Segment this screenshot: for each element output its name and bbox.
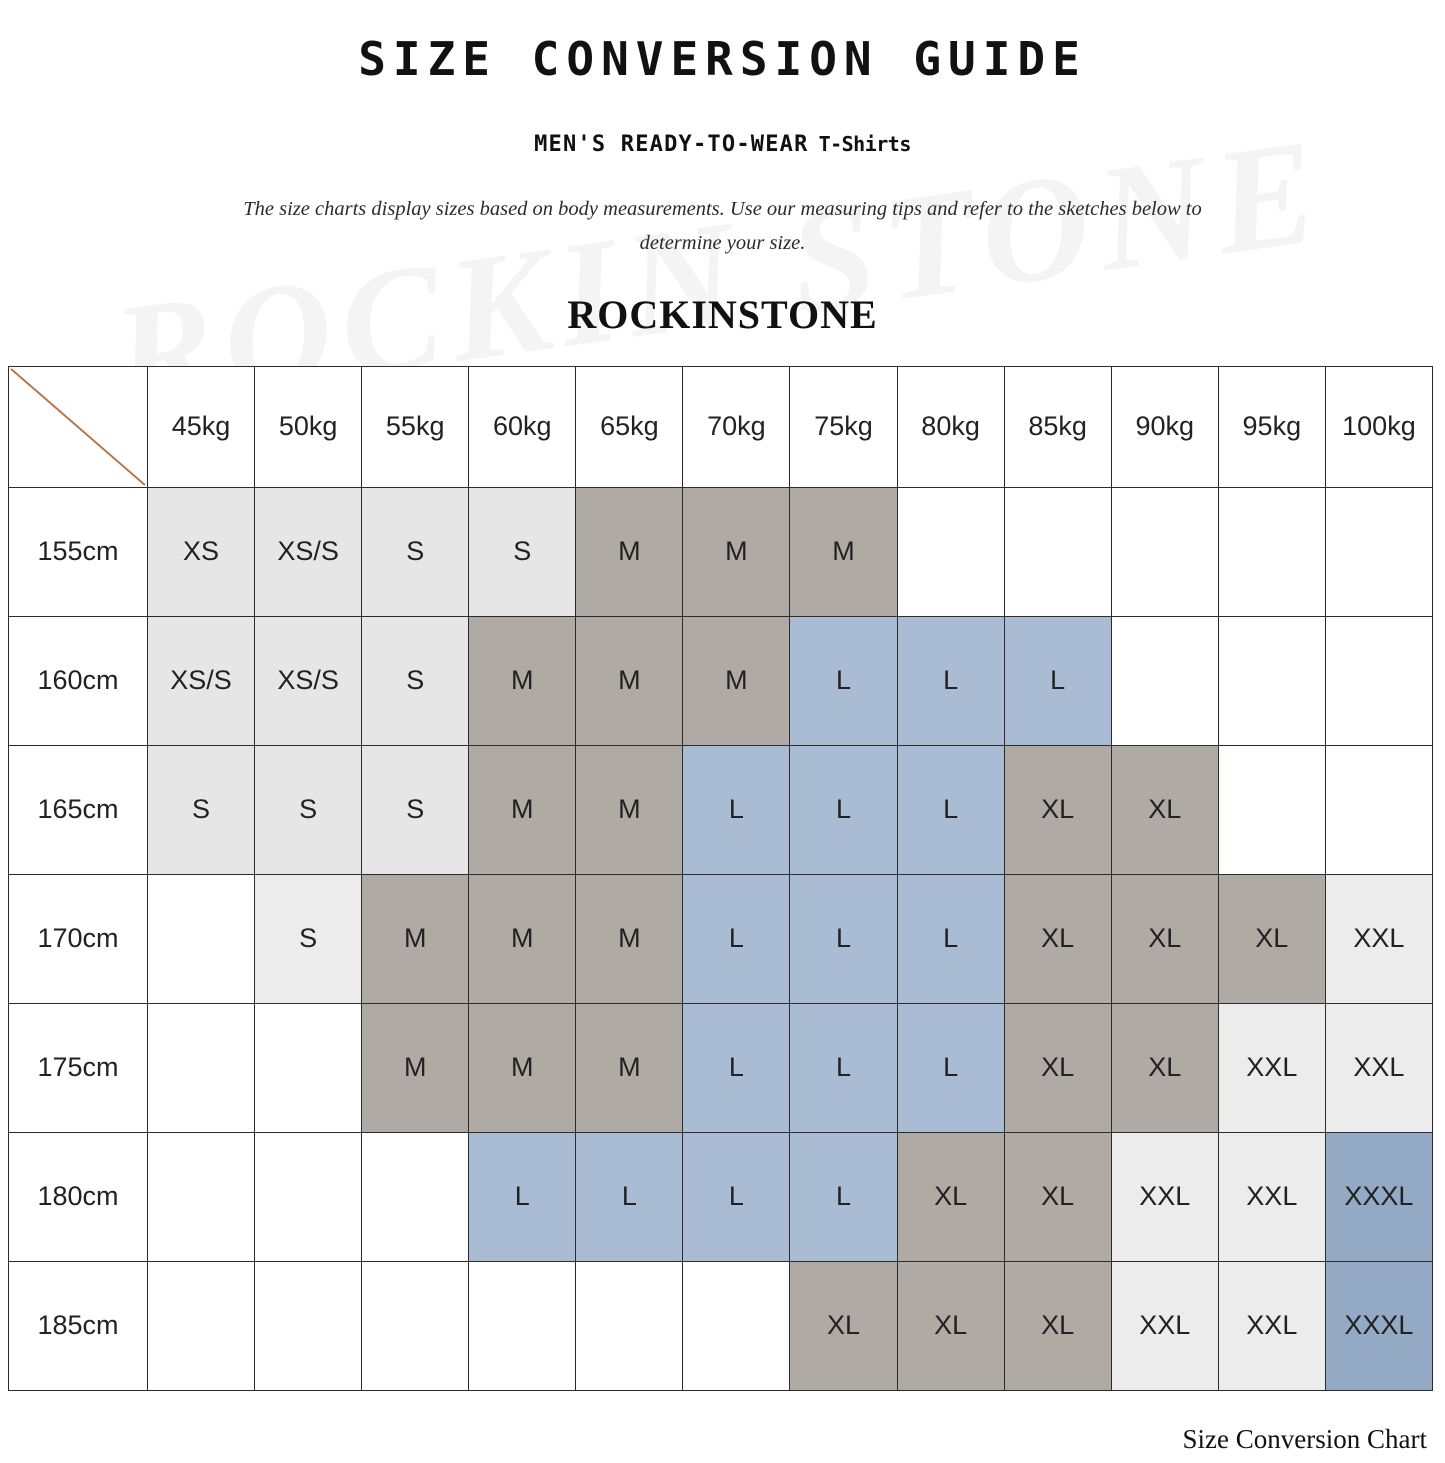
size-cell-155cm-50kg: XS/S bbox=[255, 487, 362, 616]
size-cell-170cm-95kg: XL bbox=[1218, 874, 1325, 1003]
column-header-85kg: 85kg bbox=[1004, 366, 1111, 487]
document-content bbox=[0, 18, 1445, 1391]
size-cell-160cm-85kg: L bbox=[1004, 616, 1111, 745]
size-cell-165cm-80kg: L bbox=[897, 745, 1004, 874]
size-cell-155cm-55kg: S bbox=[362, 487, 469, 616]
brand-name: ROCKINSTONE bbox=[567, 291, 878, 337]
footer-caption: Size Conversion Chart bbox=[1182, 1424, 1427, 1454]
size-cell-185cm-75kg: XL bbox=[790, 1261, 897, 1390]
size-cell-175cm-75kg: L bbox=[790, 1003, 897, 1132]
subtitle-primary: MEN'S READY-TO-WEAR bbox=[534, 132, 809, 157]
size-cell-185cm-85kg: XL bbox=[1004, 1261, 1111, 1390]
size-cell-165cm-60kg: M bbox=[469, 745, 576, 874]
page-title: SIZE CONVERSION GUIDE bbox=[358, 32, 1087, 86]
size-cell-160cm-60kg: M bbox=[469, 616, 576, 745]
size-cell-180cm-70kg: L bbox=[683, 1132, 790, 1261]
size-cell-160cm-95kg bbox=[1218, 616, 1325, 745]
size-cell-165cm-75kg: L bbox=[790, 745, 897, 874]
size-cell-180cm-100kg: XXXL bbox=[1325, 1132, 1432, 1261]
size-cell-175cm-65kg: M bbox=[576, 1003, 683, 1132]
row-header-160cm: 160cm bbox=[9, 616, 148, 745]
column-header-80kg: 80kg bbox=[897, 366, 1004, 487]
size-cell-155cm-70kg: M bbox=[683, 487, 790, 616]
size-cell-165cm-45kg: S bbox=[148, 745, 255, 874]
size-cell-185cm-65kg bbox=[576, 1261, 683, 1390]
size-cell-185cm-80kg: XL bbox=[897, 1261, 1004, 1390]
size-cell-175cm-50kg bbox=[255, 1003, 362, 1132]
column-header-95kg: 95kg bbox=[1218, 366, 1325, 487]
size-cell-160cm-50kg: XS/S bbox=[255, 616, 362, 745]
size-cell-165cm-100kg bbox=[1325, 745, 1432, 874]
size-cell-170cm-75kg: L bbox=[790, 874, 897, 1003]
size-cell-160cm-100kg bbox=[1325, 616, 1432, 745]
size-cell-165cm-95kg bbox=[1218, 745, 1325, 874]
size-cell-170cm-60kg: M bbox=[469, 874, 576, 1003]
size-cell-170cm-80kg: L bbox=[897, 874, 1004, 1003]
column-header-70kg: 70kg bbox=[683, 366, 790, 487]
row-header-185cm: 185cm bbox=[9, 1261, 148, 1390]
column-header-100kg: 100kg bbox=[1325, 366, 1432, 487]
size-cell-180cm-45kg bbox=[148, 1132, 255, 1261]
diagonal-divider-icon bbox=[9, 367, 147, 487]
size-cell-180cm-50kg bbox=[255, 1132, 362, 1261]
column-header-60kg: 60kg bbox=[469, 366, 576, 487]
size-cell-175cm-100kg: XXL bbox=[1325, 1003, 1432, 1132]
size-cell-180cm-80kg: XL bbox=[897, 1132, 1004, 1261]
table-row bbox=[9, 1261, 1433, 1390]
size-cell-155cm-90kg bbox=[1111, 487, 1218, 616]
size-cell-180cm-85kg: XL bbox=[1004, 1132, 1111, 1261]
size-cell-160cm-90kg bbox=[1111, 616, 1218, 745]
size-cell-185cm-60kg bbox=[469, 1261, 576, 1390]
size-cell-165cm-50kg: S bbox=[255, 745, 362, 874]
size-cell-185cm-90kg: XXL bbox=[1111, 1261, 1218, 1390]
size-cell-165cm-55kg: S bbox=[362, 745, 469, 874]
size-cell-160cm-75kg: L bbox=[790, 616, 897, 745]
size-cell-170cm-50kg: S bbox=[255, 874, 362, 1003]
subtitle-secondary: T-Shirts bbox=[818, 132, 911, 156]
row-header-175cm: 175cm bbox=[9, 1003, 148, 1132]
size-cell-180cm-95kg: XXL bbox=[1218, 1132, 1325, 1261]
row-header-170cm: 170cm bbox=[9, 874, 148, 1003]
size-cell-165cm-70kg: L bbox=[683, 745, 790, 874]
size-cell-170cm-90kg: XL bbox=[1111, 874, 1218, 1003]
size-cell-160cm-45kg: XS/S bbox=[148, 616, 255, 745]
size-cell-170cm-65kg: M bbox=[576, 874, 683, 1003]
size-cell-175cm-60kg: M bbox=[469, 1003, 576, 1132]
column-header-65kg: 65kg bbox=[576, 366, 683, 487]
size-cell-155cm-85kg bbox=[1004, 487, 1111, 616]
size-cell-170cm-55kg: M bbox=[362, 874, 469, 1003]
table-body bbox=[9, 366, 1433, 1390]
size-cell-155cm-45kg: XS bbox=[148, 487, 255, 616]
size-cell-185cm-100kg: XXXL bbox=[1325, 1261, 1432, 1390]
size-cell-155cm-100kg bbox=[1325, 487, 1432, 616]
table-row bbox=[9, 487, 1433, 616]
size-cell-185cm-95kg: XXL bbox=[1218, 1261, 1325, 1390]
column-header-50kg: 50kg bbox=[255, 366, 362, 487]
size-cell-160cm-55kg: S bbox=[362, 616, 469, 745]
table-header-row bbox=[9, 366, 1433, 487]
column-header-75kg: 75kg bbox=[790, 366, 897, 487]
size-cell-155cm-60kg: S bbox=[469, 487, 576, 616]
row-header-155cm: 155cm bbox=[9, 487, 148, 616]
size-cell-170cm-100kg: XXL bbox=[1325, 874, 1432, 1003]
size-cell-170cm-85kg: XL bbox=[1004, 874, 1111, 1003]
size-cell-180cm-55kg bbox=[362, 1132, 469, 1261]
table-row bbox=[9, 1132, 1433, 1261]
column-header-90kg: 90kg bbox=[1111, 366, 1218, 487]
size-cell-180cm-75kg: L bbox=[790, 1132, 897, 1261]
subtitle-row bbox=[0, 132, 1445, 157]
size-cell-155cm-75kg: M bbox=[790, 487, 897, 616]
row-header-165cm: 165cm bbox=[9, 745, 148, 874]
size-cell-160cm-80kg: L bbox=[897, 616, 1004, 745]
table-row bbox=[9, 874, 1433, 1003]
size-cell-175cm-55kg: M bbox=[362, 1003, 469, 1132]
size-conversion-table bbox=[8, 366, 1433, 1391]
size-cell-175cm-90kg: XL bbox=[1111, 1003, 1218, 1132]
size-cell-185cm-45kg bbox=[148, 1261, 255, 1390]
row-header-180cm: 180cm bbox=[9, 1132, 148, 1261]
size-cell-185cm-70kg bbox=[683, 1261, 790, 1390]
size-cell-170cm-45kg bbox=[148, 874, 255, 1003]
size-cell-155cm-65kg: M bbox=[576, 487, 683, 616]
table-row bbox=[9, 616, 1433, 745]
size-cell-175cm-80kg: L bbox=[897, 1003, 1004, 1132]
description-text: The size charts display sizes based on body measurements. Use our measuring tips and refer to the sketches below to determine your size. bbox=[243, 198, 1202, 254]
size-cell-185cm-50kg bbox=[255, 1261, 362, 1390]
size-cell-180cm-65kg: L bbox=[576, 1132, 683, 1261]
table-row bbox=[9, 1003, 1433, 1132]
size-cell-155cm-80kg bbox=[897, 487, 1004, 616]
size-cell-170cm-70kg: L bbox=[683, 874, 790, 1003]
size-cell-165cm-65kg: M bbox=[576, 745, 683, 874]
size-cell-175cm-95kg: XXL bbox=[1218, 1003, 1325, 1132]
size-cell-175cm-70kg: L bbox=[683, 1003, 790, 1132]
size-cell-175cm-45kg bbox=[148, 1003, 255, 1132]
table-row bbox=[9, 745, 1433, 874]
size-cell-160cm-65kg: M bbox=[576, 616, 683, 745]
size-cell-165cm-85kg: XL bbox=[1004, 745, 1111, 874]
size-cell-165cm-90kg: XL bbox=[1111, 745, 1218, 874]
size-cell-180cm-90kg: XXL bbox=[1111, 1132, 1218, 1261]
size-cell-185cm-55kg bbox=[362, 1261, 469, 1390]
size-cell-175cm-85kg: XL bbox=[1004, 1003, 1111, 1132]
size-cell-160cm-70kg: M bbox=[683, 616, 790, 745]
size-cell-180cm-60kg: L bbox=[469, 1132, 576, 1261]
corner-cell-diagonal bbox=[9, 366, 148, 487]
column-header-55kg: 55kg bbox=[362, 366, 469, 487]
column-header-45kg: 45kg bbox=[148, 366, 255, 487]
size-cell-155cm-95kg bbox=[1218, 487, 1325, 616]
